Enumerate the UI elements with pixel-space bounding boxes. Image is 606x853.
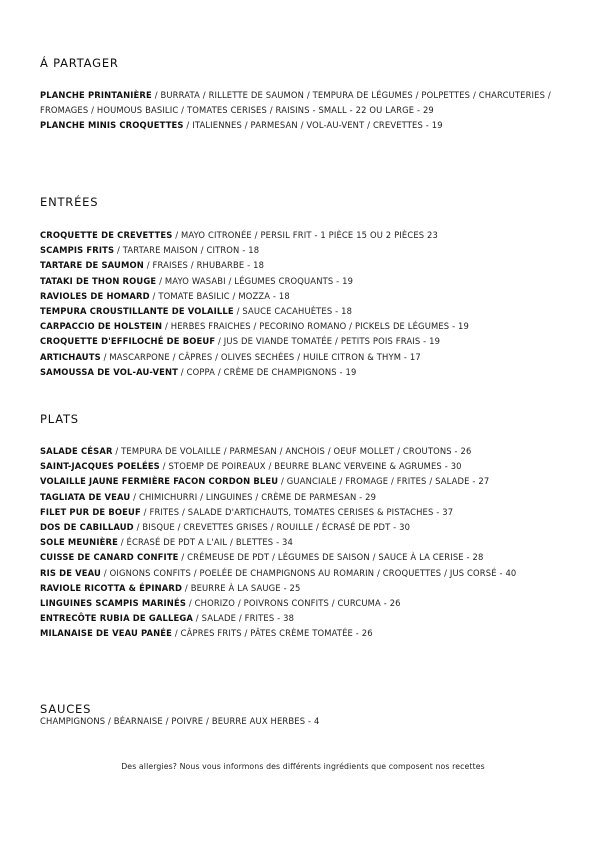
menu-item — [40, 566, 580, 581]
menu-item-name: RAVIOLE RICOTTA & ÉPINARD — [40, 582, 183, 593]
menu-item — [40, 474, 580, 489]
menu-item-description: / BISQUE / CREVETTES GRISES / ROUILLE / ÉCRASÉ DE PDT - 30 — [133, 522, 411, 533]
menu-item-description: / FRITES / SALADE D'ARTICHAUTS, TOMATES CERISES & PISTACHES - 37 — [140, 506, 454, 517]
menu-item — [40, 228, 580, 243]
menu-item-name: LINGUINES SCAMPIS MARINÉS — [40, 598, 187, 609]
menu-item-name: ENTRECÔTE RUBIA DE GALLEGA — [40, 613, 193, 624]
menu-item-description: / MAYO CITRONÉE / PERSIL FRIT - 1 PIÈCE 15 OU 2 PIÈCES 23 — [172, 230, 439, 240]
section-title-plats: PLATS — [40, 412, 79, 426]
menu-item-name: VOLAILLE JAUNE FERMIÈRE FACON CORDON BLEU — [40, 476, 279, 487]
menu-item — [40, 596, 580, 611]
menu-item — [40, 243, 580, 258]
menu-item — [40, 274, 580, 289]
menu-item — [40, 535, 580, 550]
menu-item-description: / MASCARPONE / CÂPRES / OLIVES SECHÉES / HUILE CITRON & THYM - 17 — [100, 351, 421, 362]
menu-item-description: / TOMATE BASILIC / MOZZA - 18 — [149, 290, 290, 301]
menu-item-description: / TEMPURA DE VOLAILLE / PARMESAN / ANCHOIS / OEUF MOLLET / CROUTONS - 26 — [112, 446, 472, 456]
menu-item — [40, 444, 580, 459]
menu-item-description: / TARTARE MAISON / CITRON - 18 — [114, 245, 260, 256]
menu-item-name: RIS DE VEAU — [40, 567, 101, 578]
menu-item — [40, 118, 580, 133]
allergy-notice: Des allergies? Nous vous informons des différents ingrédients que composent nos recettes — [121, 762, 485, 771]
menu-item-description: / GUANCIALE / FROMAGE / FRITES / SALADE - 27 — [278, 476, 490, 487]
menu-item — [40, 289, 580, 304]
menu-item-description: / STOEMP DE POIREAUX / BEURRE BLANC VERVEINE & AGRUMES - 30 — [159, 461, 462, 472]
menu-item-name: CUISSE DE CANARD CONFITE — [40, 552, 179, 563]
menu-item-description: / SALADE / FRITES - 38 — [192, 613, 295, 624]
menu-item-description: / CHORIZO / POIVRONS CONFITS / CURCUMA - 26 — [186, 598, 401, 609]
menu-item-name: TARTARE DE SAUMON — [40, 260, 144, 271]
menu-item-description: / BEURRE À LA SAUGE - 25 — [182, 582, 301, 593]
menu-item — [40, 505, 580, 520]
menu-item-name: ARTICHAUTS — [40, 351, 101, 362]
menu-item-name: SCAMPIS FRITS — [40, 245, 115, 256]
section-title-entrees: ENTRÉES — [40, 195, 99, 209]
menu-item — [40, 258, 580, 273]
menu-item-name: TAGLIATA DE VEAU — [40, 491, 131, 502]
menu-item — [40, 550, 580, 565]
menu-item-description: / JUS DE VIANDE TOMATÉE / PETITS POIS FRAIS - 19 — [215, 336, 441, 347]
menu-item-description: / COPPA / CRÈME DE CHAMPIGNONS - 19 — [177, 366, 357, 377]
menu-item — [40, 365, 580, 380]
menu-item-description: / CHIMICHURRI / LINGUINES / CRÈME DE PARMESAN - 29 — [130, 491, 377, 502]
menu-item-name: MILANAISE DE VEAU PANÉE — [40, 628, 173, 639]
menu-item-description: / CRÉMEUSE DE PDT / LÉGUMES DE SAISON / SAUCE À LA CERISE - 28 — [178, 552, 484, 563]
menu-item-description: / FRAISES / RHUBARBE - 18 — [143, 260, 265, 271]
section-title-sauces: SAUCES — [40, 702, 92, 716]
menu-item-name: DOS DE CABILLAUD — [40, 522, 134, 533]
menu-item-name: CARPACCIO DE HOLSTEIN — [40, 321, 163, 332]
section-items-entrees — [40, 228, 580, 380]
menu-item — [40, 626, 580, 641]
section-title-a-partager: Á PARTAGER — [40, 56, 119, 70]
menu-item-description: / ITALIENNES / PARMESAN / VOL-AU-VENT / CREVETTES - 19 — [183, 120, 443, 131]
menu-item-description: / MAYO WASABI / LÉGUMES CROQUANTS - 19 — [156, 275, 354, 286]
menu-item — [40, 304, 580, 319]
menu-item-name: SOLE MEUNIÈRE — [40, 537, 118, 548]
menu-item-name: SAINT-JACQUES POELÉES — [40, 461, 160, 472]
menu-item — [40, 490, 580, 505]
menu-item — [40, 319, 580, 334]
menu-item — [40, 520, 580, 535]
menu-item — [40, 88, 580, 118]
menu-item-name: CROQUETTE DE CREVETTES — [40, 230, 173, 240]
sauces-line: CHAMPIGNONS / BÉARNAISE / POIVRE / BEURRE AUX HERBES - 4 — [40, 716, 320, 726]
section-items-plats — [40, 444, 580, 642]
menu-item-description: / BURRATA / RILLETTE DE SAUMON / TEMPURA DE LÉGUMES / POLPETTES / CHARCUTERIES / FROMAGES / HOUMOUS BASILIC / TOMATES CERISES / RAISINS - SMALL - 22 OU LARGE - 29 — [40, 90, 551, 116]
menu-item-name: CROQUETTE D'EFFILOCHÉ DE BOEUF — [40, 336, 216, 347]
menu-item — [40, 581, 580, 596]
menu-item-description: / SAUCE CACAHUÈTES - 18 — [233, 306, 353, 317]
section-items-a-partager — [40, 88, 580, 134]
menu-item-name: PLANCHE PRINTANIÈRE — [40, 90, 152, 100]
menu-item-name: FILET PUR DE BOEUF — [40, 506, 141, 517]
menu-item-name: TEMPURA CROUSTILLANTE DE VOLAILLE — [40, 306, 234, 317]
menu-item-name: TATAKI DE THON ROUGE — [40, 275, 157, 286]
menu-item-description: / HERBES FRAICHES / PECORINO ROMANO / PICKELS DE LÉGUMES - 19 — [162, 321, 470, 332]
menu-item — [40, 459, 580, 474]
menu-item-name: RAVIOLES DE HOMARD — [40, 290, 150, 301]
menu-item-description: / OIGNONS CONFITS / POELÉE DE CHAMPIGNONS AU ROMARIN / CROQUETTES / JUS CORSÉ - 40 — [100, 567, 517, 578]
menu-item-name: SAMOUSSA DE VOL-AU-VENT — [40, 366, 178, 377]
menu-item — [40, 611, 580, 626]
menu-item-description: / ÉCRASÉ DE PDT A L'AIL / BLETTES - 34 — [117, 537, 294, 548]
menu-item-description: / CÂPRES FRITS / PÂTES CRÈME TOMATÉE - 26 — [172, 628, 373, 639]
menu-item-name: SALADE CÉSAR — [40, 446, 113, 456]
menu-item — [40, 350, 580, 365]
menu-item — [40, 334, 580, 349]
menu-item-name: PLANCHE MINIS CROQUETTES — [40, 120, 184, 131]
